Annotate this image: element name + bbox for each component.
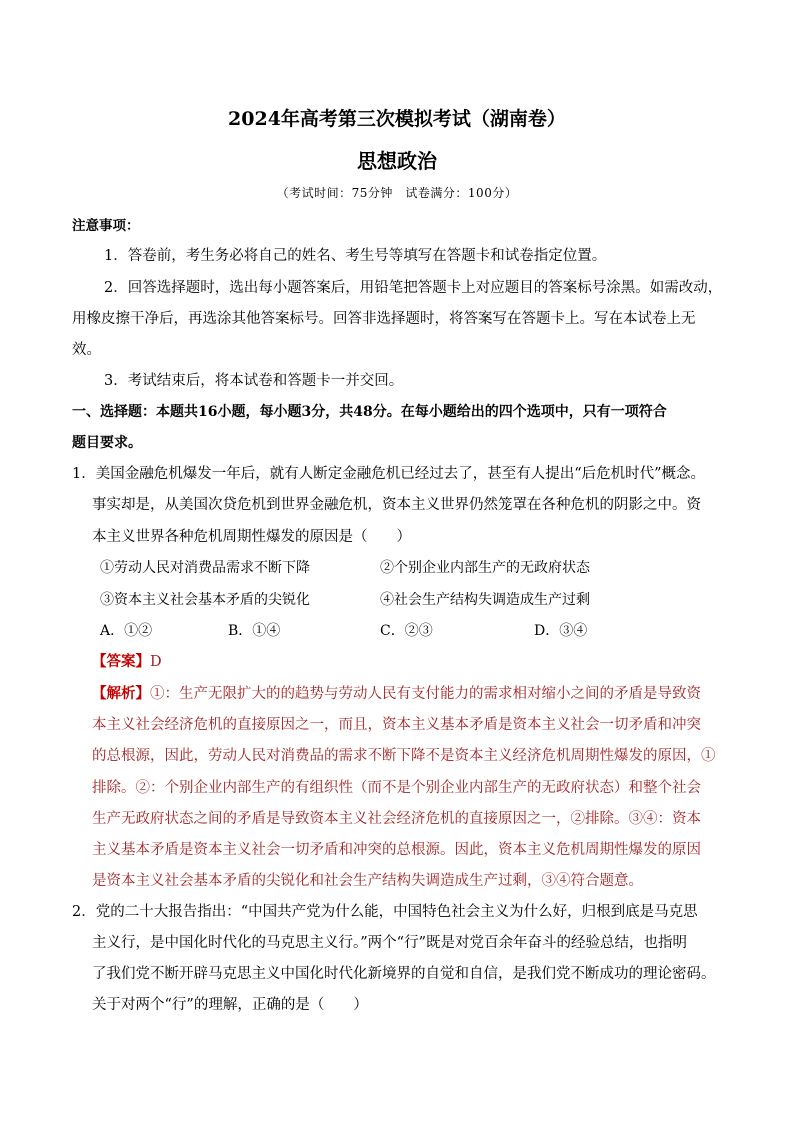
q1-stem-line-3: 本主义世界各种危机周期性爆发的原因是（ ）	[92, 529, 411, 545]
q1-statement-1: ①劳动人民对消费品需求不断下降	[100, 560, 310, 576]
q1-statement-2: ②个别企业内部生产的无政府状态	[380, 560, 590, 576]
note-3: 3．考试结束后，将本试卷和答题卡一并交回。	[104, 373, 404, 389]
exam-subject: 思想政治	[357, 149, 437, 173]
section-heading-line-2: 题目要求。	[72, 435, 142, 451]
q1-option-b: B．①④	[228, 623, 281, 639]
notes-heading: 注意事项：	[72, 218, 140, 234]
q1-analysis-line-7: 是资本主义社会基本矛盾的尖锐化和社会生产结构失调造成生产过剩，③④符合题意。	[92, 873, 643, 889]
q1-option-c: C．②③	[380, 623, 433, 639]
q1-analysis-line-3: 的总根源，因此，劳动人民对消费品的需求不断下降不是资本主义经济危机周期性爆发的原因，①	[92, 748, 716, 764]
note-2-line-2: 用橡皮擦干净后，再选涂其他答案标号。回答非选择题时，将答案写在答题卡上。写在本试卷上无	[72, 311, 696, 327]
q2-stem-line-2: 主义行，是中国化时代化的马克思主义行。”两个“行”既是对党百余年奋斗的经验总结，也指明	[92, 935, 687, 951]
q1-stem-line-2: 事实却是，从美国次贷危机到世界金融危机，资本主义世界仍然笼罩在各种危机的阴影之中。资	[92, 497, 701, 513]
q2-stem-line-4: 关于对两个“行”的理解，正确的是（ ）	[92, 997, 368, 1013]
q2-stem-line-3: 了我们党不断开辟马克思主义中国化时代化新境界的自觉和自信，是我们党不断成功的理论密码。	[92, 966, 716, 982]
q1-statement-3: ③资本主义社会基本矛盾的尖锐化	[100, 592, 310, 608]
q1-answer	[92, 652, 162, 672]
answer-value: D	[150, 654, 162, 670]
q1-stem-line-1: 1．美国金融危机爆发一年后，就有人断定金融危机已经过去了，甚至有人提出“后危机时代”概念。	[72, 466, 706, 482]
q1-analysis-line-4: 排除。②：个别企业内部生产的有组织性（而不是个别企业内部生产的无政府状态）和整个社会	[92, 780, 701, 796]
q1-option-d: D．③④	[534, 623, 588, 639]
note-2-line-3: 效。	[72, 342, 101, 358]
q2-stem-line-1: 2．党的二十大报告指出：“中国共产党为什么能，中国特色社会主义为什么好，归根到底是马克思	[72, 904, 698, 920]
note-2-line-1: 2．回答选择题时，选出每小题答案后，用铅笔把答题卡上对应题目的答案标号涂黑。如需改动，	[104, 280, 723, 296]
q1-analysis-line-5: 生产无政府状态之间的矛盾是导致资本主义社会经济危机的直接原因之一，②排除。③④：资本	[92, 811, 701, 827]
analysis-label: 【解析】	[92, 685, 150, 702]
answer-label: 【答案】	[92, 653, 150, 670]
q1-analysis-line-6: 主义基本矛盾是资本主义社会一切矛盾和冲突的总根源。因此，资本主义危机周期性爆发的原因	[92, 842, 701, 858]
exam-info: （考试时间：75分钟 试卷满分：100分）	[276, 186, 518, 200]
section-heading-line-1: 一、选择题：本题共16小题，每小题3分，共48分。在每小题给出的四个选项中，只有一项符合	[72, 404, 667, 420]
note-1: 1．答卷前，考生务必将自己的姓名、考生号等填写在答题卡和试卷指定位置。	[104, 248, 607, 264]
exam-title: 2024年高考第三次模拟考试（湖南卷）	[228, 108, 566, 130]
q1-analysis-line-1: 【解析】①：生产无限扩大的的趋势与劳动人民有支付能力的需求相对缩小之间的矛盾是导致资	[92, 685, 701, 702]
q1-option-a: A．①②	[100, 623, 153, 639]
q1-statement-4: ④社会生产结构失调造成生产过剩	[380, 592, 590, 608]
q1-analysis-line-2: 本主义社会经济危机的直接原因之一，而且，资本主义基本矛盾是资本主义社会一切矛盾和冲突	[92, 717, 701, 733]
